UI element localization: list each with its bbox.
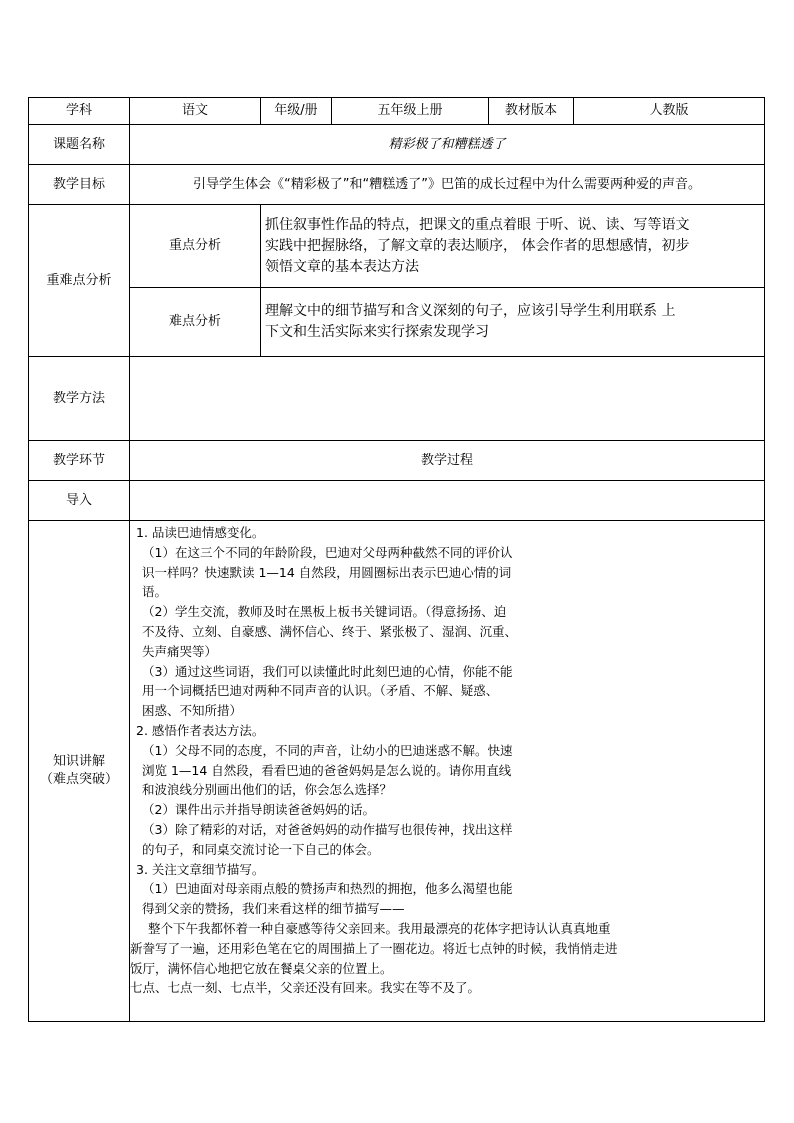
process-line: （3）通过这些词语，我们可以读懂此时此刻巴迪的心情，你能不能: [142, 663, 513, 679]
process-line: （1）在这三个不同的年龄阶段，巴迪对父母两种截然不同的评价认: [142, 544, 513, 560]
quote-line: 七点、七点一刻、七点半，父亲还没有回来。我实在等不及了。: [130, 980, 481, 996]
knowledge-label-line: （难点突破）: [39, 772, 118, 787]
key-analysis-line: 领悟文章的基本表达方法: [265, 258, 419, 275]
header-row: [29, 98, 765, 125]
process-line: 用一个词概括巴迪对两种不同声音的认识。（矛盾、不解、疑惑、: [142, 683, 499, 699]
key-analysis-line: 抓住叙事性作品的特点，把课文的重点着眼 于听、说、读、写等语文: [265, 216, 690, 233]
difficult-analysis-content: [261, 288, 765, 357]
process-line: 语。: [142, 584, 168, 600]
key-analysis-row: [29, 205, 765, 288]
process-line: 得到父亲的赞扬，我们来看这样的细节描写——: [142, 901, 405, 917]
grade-value: 五年级上册: [332, 98, 489, 125]
process-line: 不及待、立刻、自豪感、满怀信心、终于、紧张极了、湿润、沉重、: [142, 623, 518, 639]
difficult-analysis-label: 难点分析: [130, 288, 261, 357]
difficult-analysis-line: 下文和生活实际来实行探索发现学习: [265, 324, 489, 340]
subject-value: 语文: [130, 98, 261, 125]
process-line: 1. 品读巴迪情感变化。: [136, 525, 265, 540]
lesson-plan-table: [28, 97, 765, 1022]
knowledge-row: [29, 521, 765, 1022]
process-line: 2. 感悟作者表达方法。: [136, 722, 265, 738]
edition-label: 教材版本: [489, 98, 574, 125]
process-line: （2）学生交流，教师及时在黑板上板书关键词语。（得意扬扬、迫: [142, 604, 507, 620]
topic-label: 课题名称: [29, 125, 130, 165]
knowledge-content: [130, 521, 765, 1022]
stage-label: 教学环节: [29, 441, 130, 481]
analysis-label: 重难点分析: [29, 205, 130, 357]
stage-row: [29, 441, 765, 481]
subject-label: 学科: [29, 98, 130, 125]
process-line: 困惑、不知所措）: [142, 703, 243, 719]
process-line: （3）除了精彩的对话，对爸爸妈妈的动作描写也很传神，找出这样: [142, 821, 513, 837]
method-value: [130, 357, 765, 441]
process-line: 浏览 1—14 自然段，看看巴迪的爸爸妈妈是怎么说的。请你用直线: [142, 762, 512, 778]
quote-line: 整个下午我都怀着一种自豪感等待父亲回来。我用最漂亮的花体字把诗认认真真地重: [148, 920, 611, 936]
topic-value: 精彩极了和糟糕透了: [130, 125, 765, 165]
process-line: 和波浪线分别画出他们的话，你会怎么选择？: [142, 782, 393, 798]
knowledge-label: [29, 521, 130, 1022]
method-row: [29, 357, 765, 441]
process-line: 识一样吗？快速默读 1—14 自然段，用圆圈标出表示巴迪心情的词: [142, 564, 512, 580]
key-analysis-content: [261, 205, 765, 288]
process-line: （2）课件出示并指导朗读爸爸妈妈的话。: [142, 802, 375, 818]
stage-value: 教学过程: [130, 441, 765, 481]
edition-value: 人教版: [574, 98, 765, 125]
difficult-analysis-line: 理解文中的细节描写和含义深刻的句子，应该引导学生利用联系 上: [265, 303, 676, 319]
quote-line: 新誊写了一遍，还用彩色笔在它的周围描上了一圈花边。将近七点钟的时候，我悄悄走进: [130, 940, 618, 956]
process-line: 的句子，和同桌交流讨论一下自己的体会。: [142, 841, 380, 857]
goal-row: [29, 165, 765, 205]
method-label: 教学方法: [29, 357, 130, 441]
grade-label: 年级/册: [261, 98, 332, 125]
quote-line: 饭厅，满怀信心地把它放在餐桌父亲的位置上。: [130, 960, 393, 976]
goal-label: 教学目标: [29, 165, 130, 205]
difficult-analysis-row: [29, 288, 765, 357]
process-line: （1）父母不同的态度，不同的声音，让幼小的巴迪迷惑不解。快速: [142, 742, 513, 758]
intro-value: [130, 481, 765, 521]
process-line: （1）巴迪面对母亲雨点般的赞扬声和热烈的拥抱，他多么渴望也能: [142, 881, 513, 897]
key-analysis-label: 重点分析: [130, 205, 261, 288]
topic-row: [29, 125, 765, 165]
intro-row: [29, 481, 765, 521]
intro-label: 导入: [29, 481, 130, 521]
process-line: 3. 关注文章细节描写。: [136, 861, 265, 877]
goal-value: 引导学生体会《“精彩极了”和“糟糕透了”》巴笛的成长过程中为什么需要两种爱的声音。: [130, 165, 765, 205]
process-line: 失声痛哭等）: [142, 643, 218, 659]
key-analysis-line: 实践中把握脉络，了解文章的表达顺序， 体会作者的思想感情，初步: [265, 237, 690, 254]
knowledge-label-line: 知识讲解: [52, 754, 105, 769]
